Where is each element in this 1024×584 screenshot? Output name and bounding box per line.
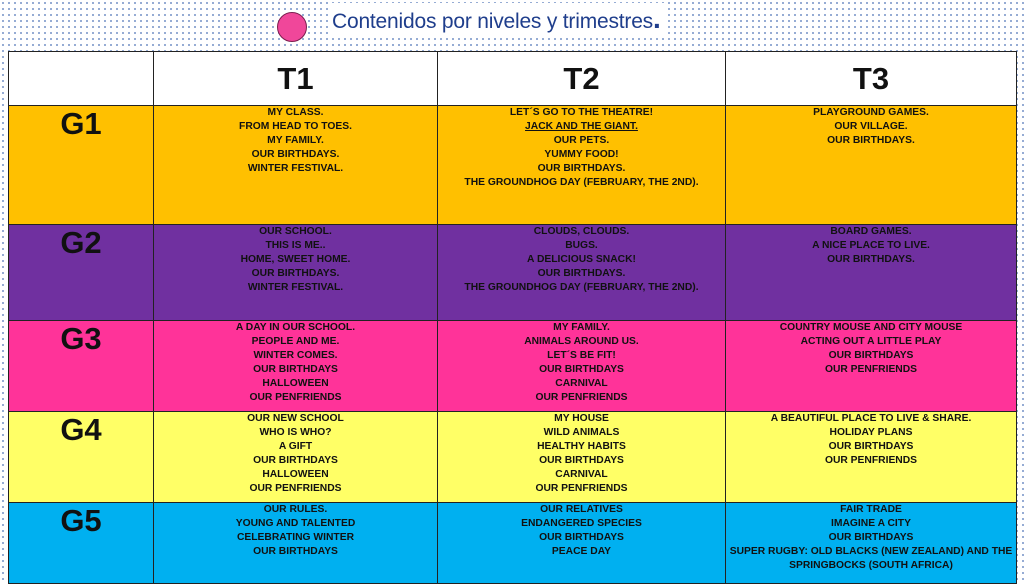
cell-g1-t3: [726, 106, 1017, 225]
slide-title-text: Contenidos por niveles y trimestres: [332, 10, 653, 33]
topic-line: OUR BIRTHDAYS.: [251, 149, 340, 160]
slide-title-period: .: [652, 3, 661, 34]
topic-line: OUR SCHOOL.: [259, 226, 332, 237]
grade-label-g4: G4: [9, 412, 154, 503]
corner-cell: [9, 52, 154, 106]
topic-line: OUR BIRTHDAYS: [253, 546, 338, 557]
topic-line: OUR BIRTHDAYS: [539, 455, 624, 466]
cell-g3-t3: [726, 321, 1017, 412]
topic-line: COUNTRY MOUSE AND CITY MOUSE: [779, 322, 963, 333]
cell-g2-t3: [726, 225, 1017, 321]
topic-line: OUR PENFRIENDS: [249, 483, 342, 494]
grade-row-g3: [9, 321, 1017, 412]
cell-g5-t3: [726, 503, 1017, 584]
topic-line: FROM HEAD TO TOES.: [239, 121, 352, 132]
cell-g4-t1: [154, 412, 438, 503]
topic-line: OUR BIRTHDAYS: [828, 350, 914, 361]
topic-line: OUR PENFRIENDS: [824, 364, 918, 375]
topic-line: CARNIVAL: [555, 378, 608, 389]
topic-line: HALLOWEEN: [262, 469, 329, 480]
topic-line: ENDANGERED SPECIES: [521, 518, 642, 529]
grade-row-g5: [9, 503, 1017, 584]
grade-row-g2: [9, 225, 1017, 321]
topic-line: OUR BIRTHDAYS.: [537, 163, 626, 174]
topic-line: OUR PENFRIENDS: [249, 392, 342, 403]
topic-line: OUR RULES.: [263, 504, 328, 515]
grade-row-g4: [9, 412, 1017, 503]
topic-line: OUR BIRTHDAYS.: [827, 135, 915, 146]
term-header-t2: T2: [438, 52, 726, 106]
cell-g4-t2: [438, 412, 726, 503]
topic-line: JACK AND THE GIANT.: [525, 121, 638, 132]
grade-label-g5: G5: [9, 503, 154, 584]
topic-line: OUR BIRTHDAYS: [828, 532, 914, 543]
term-header-t1: T1: [154, 52, 438, 106]
topic-line: HEALTHY HABITS: [537, 441, 626, 452]
topic-line: BOARD GAMES.: [830, 226, 912, 237]
cell-g2-t1: [154, 225, 438, 321]
topic-line: OUR BIRTHDAYS.: [827, 254, 915, 265]
grade-label-g1: G1: [9, 106, 154, 225]
topic-line: CELEBRATING WINTER: [236, 532, 355, 543]
topic-line: MY FAMILY.: [267, 135, 324, 146]
topic-line: HOME, SWEET HOME.: [240, 254, 351, 265]
topic-line: HALLOWEEN: [262, 378, 329, 389]
topic-line: OUR BIRTHDAYS.: [537, 268, 626, 279]
topic-line: WINTER FESTIVAL.: [247, 163, 344, 174]
topic-line: OUR BIRTHDAYS: [828, 441, 914, 452]
cell-g3-t2: [438, 321, 726, 412]
topic-line: THE GROUNDHOG DAY (FEBRUARY, THE 2ND).: [464, 282, 699, 293]
grade-row-g1: [9, 106, 1017, 225]
topic-line: SPRINGBOCKS (SOUTH AFRICA): [789, 560, 953, 571]
term-header-t3: T3: [726, 52, 1017, 106]
topic-line: PEOPLE AND ME.: [251, 336, 340, 347]
grade-label-g2: G2: [9, 225, 154, 321]
topic-line: OUR VILLAGE.: [834, 121, 908, 132]
topic-line: A DAY IN OUR SCHOOL.: [235, 322, 356, 333]
topic-line: IMAGINE A CITY: [831, 518, 911, 529]
topic-line: CARNIVAL: [555, 469, 608, 480]
topic-line: ANIMALS AROUND US.: [524, 336, 639, 347]
topic-line: OUR NEW SCHOOL: [247, 413, 344, 424]
topic-line: OUR BIRTHDAYS: [539, 364, 624, 375]
topic-line: WINTER FESTIVAL.: [247, 282, 344, 293]
topic-line: OUR BIRTHDAYS: [253, 364, 338, 375]
topic-line: OUR BIRTHDAYS: [253, 455, 338, 466]
topic-line: PEACE DAY: [551, 546, 612, 557]
topic-line: LET´S BE FIT!: [547, 350, 616, 361]
topic-line: MY HOUSE: [554, 413, 609, 424]
cell-g3-t1: [154, 321, 438, 412]
slide-title: [332, 3, 665, 35]
topic-line: OUR PENFRIENDS: [535, 392, 628, 403]
topic-line: A DELICIOUS SNACK!: [527, 254, 636, 265]
cell-g5-t1: [154, 503, 438, 584]
topic-line: SUPER RUGBY: OLD BLACKS (NEW ZEALAND) AND THE: [729, 546, 1013, 557]
topic-line: THIS IS ME..: [265, 240, 326, 251]
cell-g2-t2: [438, 225, 726, 321]
topic-line: WINTER COMES.: [253, 350, 338, 361]
topic-line: A BEAUTIFUL PLACE TO LIVE & SHARE.: [770, 413, 972, 424]
topic-line: FAIR TRADE: [840, 504, 902, 515]
topic-line: OUR BIRTHDAYS: [539, 532, 624, 543]
topic-line: OUR BIRTHDAYS.: [251, 268, 340, 279]
topic-line: A GIFT: [278, 441, 313, 452]
topic-line: PLAYGROUND GAMES.: [813, 107, 929, 118]
topic-line: MY FAMILY.: [553, 322, 610, 333]
topic-line: LET´S GO TO THE THEATRE!: [509, 107, 654, 118]
cell-g1-t2: [438, 106, 726, 225]
topic-line: OUR PENFRIENDS: [535, 483, 628, 494]
topic-line: YOUNG AND TALENTED: [235, 518, 356, 529]
topic-line: THE GROUNDHOG DAY (FEBRUARY, THE 2ND).: [464, 177, 699, 188]
topic-line: OUR RELATIVES: [540, 504, 623, 515]
topic-line: BUGS.: [565, 240, 598, 251]
topic-line: WHO IS WHO?: [259, 427, 332, 438]
topic-line: OUR PENFRIENDS: [824, 455, 918, 466]
topic-line: MY CLASS.: [267, 107, 324, 118]
cell-g4-t3: [726, 412, 1017, 503]
header-row: [9, 52, 1017, 106]
cell-g5-t2: [438, 503, 726, 584]
topic-line: HOLIDAY PLANS: [829, 427, 913, 438]
topic-line: WILD ANIMALS: [543, 427, 620, 438]
topic-line: OUR PETS.: [553, 135, 610, 146]
grade-label-g3: G3: [9, 321, 154, 412]
topic-line: ACTING OUT A LITTLE PLAY: [800, 336, 942, 347]
content-table: [8, 51, 1017, 584]
topic-line: YUMMY FOOD!: [544, 149, 619, 160]
cell-g1-t1: [154, 106, 438, 225]
bullet-circle-icon: [277, 12, 307, 42]
topic-line: A NICE PLACE TO LIVE.: [812, 240, 930, 251]
topic-line: CLOUDS, CLOUDS.: [533, 226, 630, 237]
